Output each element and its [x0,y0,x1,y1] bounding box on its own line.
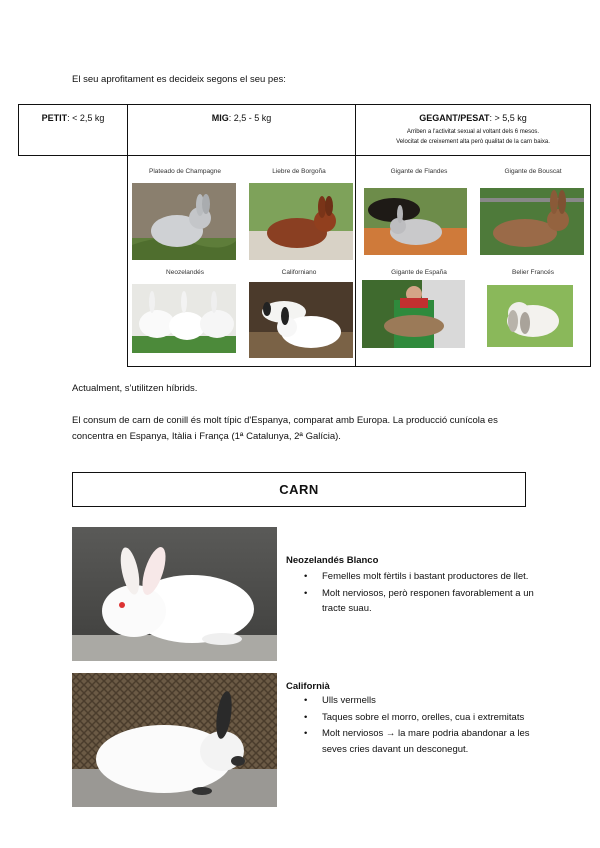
small-name: PETIT [41,113,68,123]
medium-header-cell [127,104,356,156]
rabbit-photo-flandes [364,188,467,255]
breed-caption: Gigante de España [391,269,447,276]
weight-table [18,104,591,367]
breed-caption: Belier Francés [512,269,554,276]
small-weight: : < 2,5 kg [67,113,105,123]
large-note-1: Arriben a l'activitat sexual al voltant dels 6 mesos. [406,129,540,135]
list-item: • Molt nerviosos → la mare podria abandonar a les seves cries davant un desconegut. [286,726,536,757]
photo-neozelandes-blanco [72,527,277,661]
breed-1-title: Neozelandés Blanco [286,555,379,566]
breed-2-title: Californià [286,681,330,692]
rabbit-photo-belier [487,285,573,347]
large-weight: : > 5,5 kg [489,113,527,123]
rabbit-photo-californiano [249,282,353,358]
breed-2-list [286,693,536,758]
breed-caption: Neozelandés [166,269,204,276]
list-item: • Molt nerviosos, però responen favorablement a un tracte suau. [286,586,536,617]
large-note-2: Velocitat de creixement alta però qualitat de la carn baixa. [396,139,550,145]
breed-caption: Californiano [281,269,317,276]
breed-caption: Plateado de Champagne [149,168,221,175]
consumption-paragraph: El consum de carn de conill és molt típic d'Espanya, comparat amb Europa. La producció cunícola es concentra en Espanya, Itàlia i França (1ª Catalunya, 2ª Galícia). [72,415,498,442]
small-header-cell [18,104,128,156]
rabbit-photo-espana [362,280,465,348]
rabbit-photo-neozelandes [132,284,236,353]
breed-caption: Gigante de Bouscat [504,168,562,175]
rabbit-photo-champagne [132,183,236,260]
large-name: GEGANT/PESAT [419,113,490,123]
photo-californiano [72,673,277,807]
section-title: CARN [72,472,526,507]
hybrids-paragraph: Actualment, s'utilitzen híbrids. [72,383,198,394]
intro-text: El seu aprofitament es decideix segons el seu pes: [72,74,286,85]
large-images-cell [355,155,591,367]
list-item: • Taques sobre el morro, orelles, cua i extremitats [286,710,536,726]
large-header-cell [355,104,591,156]
list-item: • Ulls vermells [286,693,536,709]
breed-caption: Liebre de Borgoña [272,168,326,175]
medium-name: MIG [211,113,229,123]
medium-images-cell [127,155,356,367]
medium-weight: : 2,5 - 5 kg [228,113,272,123]
rabbit-photo-borgona [249,183,353,260]
breed-caption: Gigante de Flandes [390,168,448,175]
breed-1-list [286,569,536,618]
list-item: • Femelles molt fèrtils i bastant productores de llet. [286,569,536,585]
rabbit-photo-bouscat [480,188,584,255]
